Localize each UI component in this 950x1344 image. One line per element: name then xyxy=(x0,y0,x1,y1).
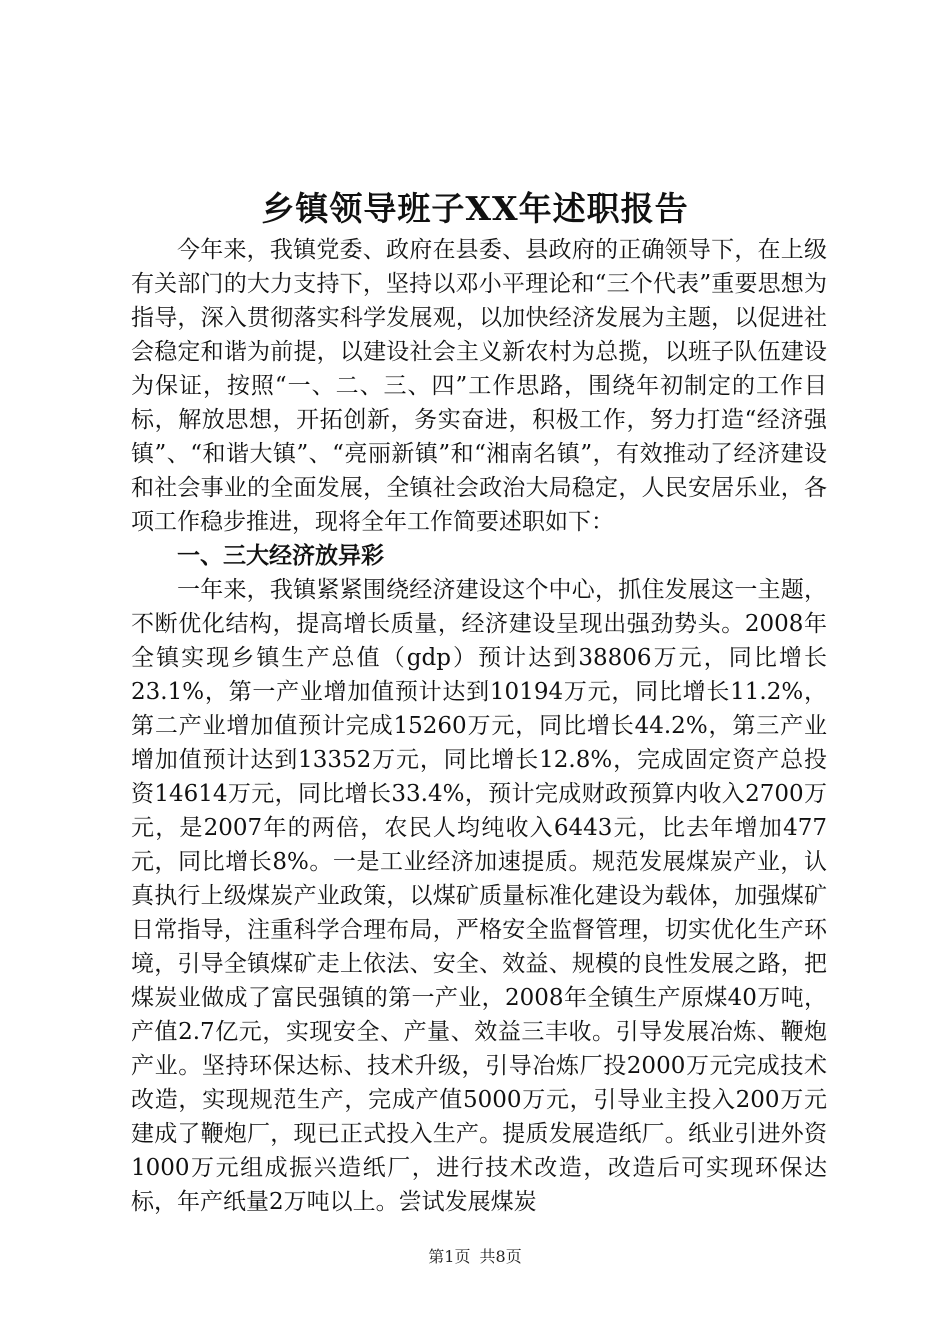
document-body xyxy=(131,233,827,1219)
page-number: 第1页 xyxy=(428,1247,471,1266)
section-heading: 一、三大经济放异彩 xyxy=(177,542,384,569)
page-total: 共8页 xyxy=(479,1247,522,1266)
section-paragraph: 一年来，我镇紧紧围绕经济建设这个中心，抓住发展这一主题，不断优化结构，提高增长质量，经济建设呈现出强劲势头。2008年全镇实现乡镇生产总值（gdp）预计达到38806万元，同比增长23.1%，第一产业增加值预计达到10194万元，同比增长11.2%，第二产业增加值预计完成15260万元，同比增长44.2%，第三产业增加值预计达到13352万元，同比增长12.8%，完成固定资产总投资14614万元，同比增长33.4%，预计完成财政预算内收入2700万元，是2007年的两倍，农民人均纯收入6443元，比去年增加477元，同比增长8%。一是工业经济加速提质。规范发展煤炭产业，认真执行上级煤炭产业政策，以煤矿质量标准化建设为载体，加强煤矿日常指导，注重科学合理布局，严格安全监督管理，切实优化生产环境，引导全镇煤矿走上依法、安全、效益、规模的良性发展之路，把煤炭业做成了富民强镇的第一产业，2008年全镇生产原煤40万吨，产值2.7亿元，实现安全、产量、效益三丰收。引导发展冶炼、鞭炮产业。坚持环保达标、技术升级，引导冶炼厂投2000万元完成技术改造，实现规范生产，完成产值5000万元，引导业主投入200万元建成了鞭炮厂，现已正式投入生产。提质发展造纸厂。纸业引进外资1000万元组成振兴造纸厂，进行技术改造，改造后可实现环保达标，年产纸量2万吨以上。尝试发展煤炭 xyxy=(131,577,827,1215)
page-footer xyxy=(0,1246,950,1268)
intro-paragraph: 今年来，我镇党委、政府在县委、县政府的正确领导下，在上级有关部门的大力支持下，坚持以邓小平理论和“三个代表”重要思想为指导，深入贯彻落实科学发展观，以加快经济发展为主题，以促进社会稳定和谐为前提，以建设社会主义新农村为总揽，以班子队伍建设为保证，按照“一、二、三、四”工作思路，围绕年初制定的工作目标，解放思想，开拓创新，务实奋进，积极工作，努力打造“经济强镇”、“和谐大镇”、“亮丽新镇”和“湘南名镇”，有效推动了经济建设和社会事业的全面发展，全镇社会政治大局稳定，人民安居乐业，各项工作稳步推进，现将全年工作简要述职如下： xyxy=(131,237,827,535)
document-title: 乡镇领导班子XX年述职报告 xyxy=(261,189,689,228)
